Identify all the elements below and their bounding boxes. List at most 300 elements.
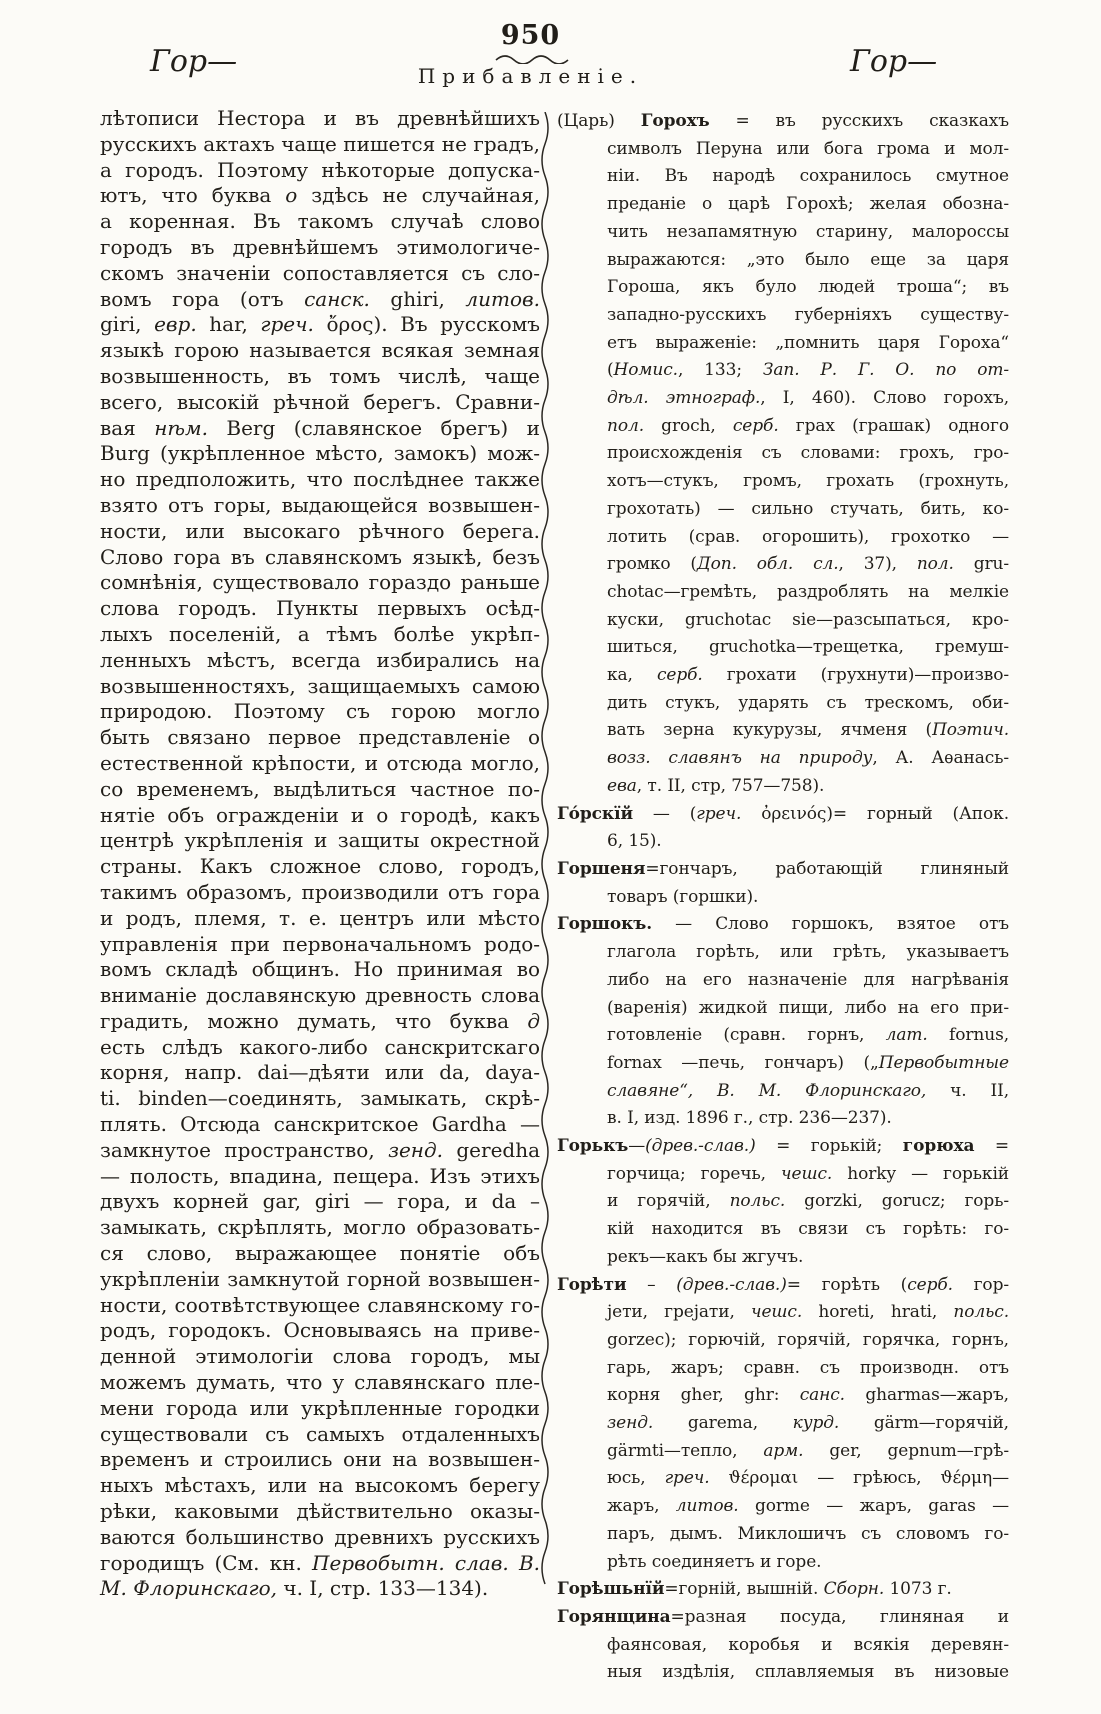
text-segment: ghiri,: [369, 286, 466, 311]
text-line: [607, 1216, 1009, 1244]
text-segment: –: [626, 1274, 677, 1295]
text-line: [607, 357, 1009, 385]
text-line: [607, 413, 1009, 441]
text-segment: горчица; горечь,: [607, 1163, 782, 1184]
text-line: [100, 1267, 540, 1293]
italic-text: Номис.: [613, 360, 678, 381]
text-line: [100, 493, 540, 519]
text-segment: существовали съ самыхъ отдаленныхъ: [100, 1421, 540, 1446]
headword-text: горюха: [902, 1136, 975, 1157]
text-line: [100, 699, 540, 725]
text-line: [607, 247, 1009, 275]
text-segment: городъ въ древнѣйшемъ этимологиче-: [100, 234, 540, 259]
text-segment: замкнутое пространство,: [100, 1137, 389, 1162]
text-line: [100, 570, 540, 596]
italic-text: лат.: [885, 1025, 928, 1046]
text-segment: есть слѣдъ какого-либо санскритскаго: [100, 1034, 540, 1059]
text-line: [100, 854, 540, 880]
text-line: [607, 274, 1009, 302]
text-line: [100, 1447, 540, 1473]
text-line: [100, 1164, 540, 1190]
text-segment: етъ выраженіе: „помнить царя Гороха“: [607, 332, 1009, 353]
text-segment: ваются большинство древнихъ русскихъ: [100, 1524, 540, 1549]
italic-text: (древ.-слав.): [676, 1274, 787, 1295]
text-line: [100, 1422, 540, 1448]
text-segment: готовленіе (сравн. горнъ,: [607, 1025, 886, 1046]
text-line: [607, 690, 1009, 718]
text-line: [100, 828, 540, 854]
text-line: [557, 1272, 1009, 1300]
text-line: [607, 607, 1009, 635]
text-segment: взято отъ горы, выдающейся возвышен-: [100, 492, 540, 517]
text-line: [100, 957, 540, 983]
headword-text: Горѣти: [557, 1274, 627, 1295]
text-line: [607, 1549, 1009, 1577]
text-segment: можемъ думать, что у славянскаго пле-: [100, 1370, 540, 1395]
text-line: [100, 132, 540, 158]
text-line: [607, 440, 1009, 468]
italic-text: арм.: [763, 1440, 804, 1461]
text-segment: языкѣ горою называется всякая земная: [100, 338, 540, 363]
text-segment: 1073 г.: [884, 1579, 952, 1600]
text-segment: юсь,: [607, 1468, 665, 1489]
text-line: [607, 717, 1009, 745]
italic-text: М. Флоринскаго,: [100, 1576, 278, 1601]
text-segment: вомъ складѣ общинъ. Но принимая во: [100, 957, 540, 982]
text-segment: корня gher, ghr:: [607, 1385, 800, 1406]
text-line: [607, 745, 1009, 773]
text-segment: центрѣ укрѣпленія и защиты окрестной: [100, 828, 540, 853]
text-line: [100, 1318, 540, 1344]
dictionary-entry: [557, 911, 1009, 1133]
text-line: [607, 1022, 1009, 1050]
text-segment: западно-русскихъ губерніяхъ существу-: [607, 304, 1009, 325]
italic-text: литов.: [465, 286, 540, 311]
text-segment: и горячій,: [607, 1191, 730, 1212]
text-segment: корня, напр. dai—дѣяти или da, daya-: [100, 1060, 540, 1085]
text-segment: вомъ гора (отъ: [100, 286, 305, 311]
text-segment: происхожденія съ словами: грохъ, гро-: [607, 443, 1009, 464]
text-line: [100, 622, 540, 648]
italic-text: Поэтич.: [932, 720, 1009, 741]
text-line: [100, 1293, 540, 1319]
text-segment: (: [607, 360, 614, 381]
text-segment: =горній, вышній.: [664, 1579, 824, 1600]
text-segment: преданіе о царѣ Горохѣ; желая обозна-: [607, 194, 1009, 215]
left-column: [100, 106, 540, 1602]
text-segment: (варенія) жидкой пищи, либо на его при-: [607, 997, 1009, 1018]
text-line: [100, 1215, 540, 1241]
italic-text: Сборн.: [823, 1579, 885, 1600]
text-line: [607, 191, 1009, 219]
italic-text: греч.: [260, 312, 314, 337]
text-line: [100, 1370, 540, 1396]
text-segment: символъ Перуна или бога грома и мол-: [607, 138, 1009, 159]
text-segment: всего, высокій рѣчной берегъ. Сравни-: [100, 389, 540, 414]
text-segment: куски, gruchotac sie—разсыпаться, кро-: [607, 609, 1009, 630]
text-segment: =разная посуда, глиняная и: [670, 1606, 1009, 1627]
text-segment: gärmti—тепло,: [607, 1440, 764, 1461]
text-segment: Гороша, якъ було людей троша“; въ: [607, 277, 1009, 298]
text-line: [100, 1060, 540, 1086]
text-segment: , 133;: [677, 360, 763, 381]
text-line: [100, 803, 540, 829]
text-line: [557, 1576, 1009, 1604]
text-line: [100, 545, 540, 571]
text-segment: либо на его назначеніе для нагрѣванія: [607, 969, 1009, 990]
text-segment: природою. Поэтому съ горою могло: [100, 699, 540, 724]
text-segment: чить незапамятную старину, малороссы: [607, 221, 1009, 242]
text-segment: ности, соотвѣтствующее славянскому го-: [100, 1292, 540, 1317]
text-segment: рѣки, каковыми дѣйствительно оказы-: [100, 1499, 540, 1524]
running-head-right: Гор—: [850, 44, 938, 79]
italic-text: ева: [607, 775, 637, 796]
text-line: [100, 364, 540, 390]
italic-text: Доп. обл. сл.: [696, 554, 839, 575]
text-segment: естественной крѣпости, и отсюда могло,: [100, 750, 540, 775]
text-line: [100, 416, 540, 442]
text-segment: паръ, дымъ. Миклошичъ съ словомъ го-: [607, 1523, 1009, 1544]
headword-text: Горшокъ.: [557, 914, 653, 935]
text-line: [557, 911, 1009, 939]
text-line: [100, 1344, 540, 1370]
text-segment: , I, 460). Слово горохъ,: [760, 388, 1009, 409]
section-title: Прибавленіе.: [417, 64, 644, 88]
text-line: [100, 1576, 540, 1602]
text-segment: возвышенностяхъ, защищаемыхъ самою: [100, 673, 540, 698]
text-line: [607, 1105, 1009, 1133]
text-line: [100, 1473, 540, 1499]
dictionary-entry: [557, 108, 1009, 801]
text-line: [607, 551, 1009, 579]
text-line: [607, 1465, 1009, 1493]
page-number-underline-squiggle: [494, 54, 570, 64]
dictionary-entry: [557, 1604, 1009, 1687]
text-segment: —: [628, 1136, 646, 1157]
text-line: [607, 136, 1009, 164]
text-line: [557, 1133, 1009, 1161]
italic-text: евр.: [154, 312, 197, 337]
text-line: [100, 441, 540, 467]
text-segment: ніи. Въ народѣ сохранилось смутное: [607, 166, 1009, 187]
text-segment: ности, или высокаго рѣчного берега.: [100, 518, 540, 543]
italic-text: славяне“, В. М. Флоринскаго,: [607, 1080, 927, 1101]
text-line: [607, 496, 1009, 524]
text-line: [607, 1327, 1009, 1355]
text-segment: Berg (славянское брегъ) и: [207, 415, 540, 440]
text-segment: вая: [100, 415, 155, 440]
text-segment: =: [974, 1136, 1010, 1157]
text-line: [607, 1632, 1009, 1660]
text-segment: градить, можно думать, что буква: [100, 1008, 528, 1033]
text-segment: гарь, жаръ; сравн. съ производн. отъ: [607, 1357, 1009, 1378]
text-segment: , т. II, стр, 757—758).: [636, 775, 825, 796]
italic-text: литов.: [675, 1496, 739, 1517]
text-line: [607, 1382, 1009, 1410]
text-line: [607, 773, 1009, 801]
text-line: [607, 1355, 1009, 1383]
text-line: [100, 519, 540, 545]
text-segment: ч. II,: [926, 1080, 1009, 1101]
text-segment: fornax —печь, гончаръ) („: [607, 1052, 879, 1073]
text-line: [100, 1551, 540, 1577]
text-segment: лѣтописи Нестора и въ древнѣйшихъ: [100, 106, 540, 130]
italic-text: нѣм.: [154, 415, 208, 440]
text-segment: мени города или укрѣпленные городки: [100, 1395, 540, 1420]
text-line: [100, 467, 540, 493]
text-line: [607, 524, 1009, 552]
text-line: [557, 801, 1009, 829]
text-segment: но предположить, что послѣднее также: [100, 467, 540, 492]
text-line: [607, 219, 1009, 247]
text-segment: groch,: [644, 415, 733, 436]
text-line: [100, 209, 540, 235]
italic-text: санс.: [799, 1385, 845, 1406]
text-segment: лотить (срав. огорошить), грохотко —: [607, 526, 1009, 547]
dictionary-entry: [557, 1576, 1009, 1604]
text-segment: родъ, городокъ. Основываясь на приве-: [100, 1318, 540, 1343]
text-segment: garema,: [653, 1413, 793, 1434]
text-segment: Burg (укрѣпленное мѣсто, замокъ) мож-: [100, 441, 540, 466]
text-segment: — Слово горшокъ, взятое отъ: [652, 914, 1009, 935]
text-segment: Слово гора въ славянскомъ языкѣ, безъ: [100, 544, 540, 569]
text-segment: гор-: [952, 1274, 1009, 1295]
text-segment: и родъ, племя, т. е. центръ или мѣсто: [100, 905, 540, 930]
text-segment: ϑέρομαι — грѣюсь, ϑέρμη—: [709, 1468, 1009, 1489]
text-segment: , 37),: [838, 554, 917, 575]
text-segment: двухъ корней gar, giri — гора, и da –: [100, 1189, 540, 1214]
text-line: [607, 1410, 1009, 1438]
text-segment: giri,: [100, 312, 155, 337]
text-segment: хотъ—стукъ, громъ, грохать (грохнуть,: [607, 471, 1009, 492]
text-line: [100, 648, 540, 674]
text-segment: фаянсовая, коробья и всякія деревян-: [607, 1634, 1009, 1655]
text-segment: нятіе объ огражденіи и о городѣ, какъ: [100, 802, 540, 827]
page-number: 950: [500, 20, 561, 51]
text-line: [100, 287, 540, 313]
italic-text: чешс.: [750, 1302, 803, 1323]
text-segment: ч. I, стр. 133—134).: [277, 1576, 489, 1601]
text-segment: вать зерна кукурузы, ячменя (: [607, 720, 933, 741]
text-segment: рѣть соединяетъ и горе.: [607, 1551, 822, 1572]
text-segment: выражаются: „это было еще за царя: [607, 249, 1009, 270]
dictionary-entry: [557, 1133, 1009, 1272]
text-segment: ютъ, что буква: [100, 183, 286, 208]
text-segment: в. I, изд. 1896 г., стр. 236—237).: [607, 1108, 892, 1129]
text-line: [100, 751, 540, 777]
italic-text: курд.: [792, 1413, 840, 1434]
text-line: [100, 235, 540, 261]
text-line: [607, 163, 1009, 191]
text-segment: глагола горѣть, или грѣть, указываетъ: [607, 942, 1009, 963]
headword-text: Горѣшьнїй: [557, 1579, 665, 1600]
text-segment: gharmas—жаръ,: [844, 1385, 1009, 1406]
text-segment: ὄρος). Въ русскомъ: [313, 312, 540, 337]
headword-text: Горянщина: [557, 1606, 671, 1627]
text-segment: замыкать, скрѣплять, могло образовать-: [100, 1215, 540, 1240]
text-segment: fornus,: [927, 1025, 1009, 1046]
text-line: [607, 1438, 1009, 1466]
text-segment: жаръ,: [607, 1496, 676, 1517]
italic-text: польс.: [729, 1191, 786, 1212]
text-line: [557, 108, 1009, 136]
text-segment: шиться, gruchotka—трещетка, гремуш-: [607, 637, 1009, 658]
text-line: [100, 1112, 540, 1138]
text-segment: а коренная. Въ такомъ случаѣ слово: [100, 209, 540, 234]
text-line: [100, 1138, 540, 1164]
text-segment: денной этимологіи слова городъ, мы: [100, 1344, 540, 1369]
text-line: [100, 1396, 540, 1422]
italic-text: чешс.: [781, 1163, 833, 1184]
text-line: [607, 1244, 1009, 1272]
text-segment: а городъ. Поэтому нѣкоторые допуска-: [100, 157, 540, 182]
italic-text: польс.: [953, 1302, 1009, 1323]
text-line: [100, 1525, 540, 1551]
text-segment: ger, gepnum—грѣ-: [803, 1440, 1009, 1461]
text-segment: har,: [196, 312, 261, 337]
italic-text: серб.: [732, 415, 779, 436]
text-line: [100, 983, 540, 1009]
text-segment: кій находится въ связи съ горѣть: го-: [607, 1219, 1009, 1240]
dictionary-entry: [557, 1272, 1009, 1577]
text-line: [607, 579, 1009, 607]
dictionary-entry: [557, 856, 1009, 911]
text-segment: городищъ (См. кн.: [100, 1550, 313, 1575]
text-segment: — (: [632, 803, 697, 824]
text-line: [100, 932, 540, 958]
text-line: [607, 884, 1009, 912]
text-segment: ныхъ мѣстахъ, или на высокомъ берегу: [100, 1473, 540, 1498]
text-line: [100, 1086, 540, 1112]
italic-text: греч.: [696, 803, 742, 824]
italic-text: серб.: [656, 665, 703, 686]
text-line: [100, 777, 540, 803]
text-segment: = горѣть (: [786, 1274, 908, 1295]
text-line: [100, 338, 540, 364]
text-segment: временъ и строились они на возвышен-: [100, 1447, 540, 1472]
text-line: [607, 634, 1009, 662]
text-segment: horky — горькій: [832, 1163, 1010, 1184]
text-segment: вниманіе дославянскую древность слова: [100, 983, 540, 1008]
text-segment: такимъ образомъ, производили отъ гора: [100, 879, 540, 904]
headword-text: Го́рскїй: [557, 803, 633, 824]
text-line: [607, 1493, 1009, 1521]
text-segment: chotac—гремѣть, раздроблять на мелкіе: [607, 581, 1009, 602]
text-segment: грах (грашак) одного: [778, 415, 1009, 436]
text-segment: , А. Аѳанась-: [872, 748, 1009, 769]
text-line: [607, 1521, 1009, 1549]
italic-text: Первобытн. слав. В.: [312, 1550, 540, 1575]
text-line: [607, 1299, 1009, 1327]
text-segment: ленныхъ мѣстъ, всегда избирались на: [100, 647, 540, 672]
text-line: [100, 106, 540, 132]
italic-text: зенд.: [607, 1413, 654, 1434]
italic-text: (древ.-слав.): [645, 1136, 756, 1157]
text-segment: русскихъ актахъ чаще пишется не градъ,: [100, 131, 540, 156]
text-segment: лыхъ поселеній, а тѣмъ болѣе укрѣп-: [100, 621, 540, 646]
text-line: [607, 302, 1009, 330]
text-segment: грохотать) — сильно стучать, бить, ко-: [607, 498, 1009, 519]
text-line: [100, 596, 540, 622]
italic-text: возз. славянъ на природу: [607, 748, 873, 769]
italic-text: д: [527, 1008, 540, 1033]
italic-text: зенд.: [388, 1137, 444, 1162]
text-segment: быть связано первое представленіе о: [100, 725, 540, 750]
text-line: [100, 880, 540, 906]
text-line: [607, 939, 1009, 967]
text-segment: товаръ (горшки).: [607, 886, 759, 907]
running-head-left: Гор—: [150, 44, 238, 79]
text-segment: плять. Отсюда санскритское Gardha —: [100, 1112, 540, 1137]
text-segment: дить стукъ, ударять съ трескомъ, оби-: [607, 692, 1009, 713]
text-segment: рекъ—какъ бы жгучъ.: [607, 1246, 804, 1267]
italic-text: Первобытные: [878, 1052, 1009, 1073]
text-line: [607, 385, 1009, 413]
text-segment: = горькій;: [755, 1136, 903, 1157]
text-segment: horeti, hrati,: [802, 1302, 954, 1323]
text-segment: 6, 15).: [607, 831, 662, 852]
text-segment: сомнѣнія, существовало гораздо раньше: [100, 570, 540, 595]
text-segment: јети, грејати,: [607, 1302, 751, 1323]
dictionary-entry: [557, 801, 1009, 856]
text-segment: громко (: [607, 554, 697, 575]
text-segment: = въ русскихъ сказкахъ: [709, 111, 1009, 131]
text-segment: gärm—горячій,: [839, 1413, 1009, 1434]
text-segment: страны. Какъ сложное слово, городъ,: [100, 854, 540, 879]
text-segment: слова городъ. Пункты первыхъ осѣд-: [100, 596, 540, 621]
headword-text: Горшеня: [557, 858, 646, 879]
text-segment: gru-: [953, 554, 1010, 575]
text-line: [100, 261, 540, 287]
text-segment: управленія при первоначальномъ родо-: [100, 931, 540, 956]
italic-text: пол.: [916, 554, 954, 575]
text-segment: geredha: [443, 1137, 541, 1162]
text-segment: ὀρεινός)= горный (Апок.: [741, 803, 1009, 824]
text-segment: здѣсь не случайная,: [297, 183, 540, 208]
text-segment: ся слово, выражающее понятіе объ: [100, 1241, 540, 1266]
text-line: [607, 995, 1009, 1023]
text-line: [100, 312, 540, 338]
text-line: [100, 725, 540, 751]
italic-text: санск.: [304, 286, 370, 311]
text-segment: укрѣпленіи замкнутой горной возвышен-: [100, 1266, 540, 1291]
text-segment: gorzec); горючій, горячій, горячка, горнъ,: [607, 1329, 1009, 1350]
text-line: [100, 674, 540, 700]
text-line: [100, 1241, 540, 1267]
italic-text: пол.: [607, 415, 645, 436]
text-segment: грохати (грухнути)—произво-: [702, 665, 1009, 686]
text-line: [607, 1659, 1009, 1687]
text-line: [607, 330, 1009, 358]
text-segment: gorzki, gorucz; горь-: [785, 1191, 1009, 1212]
text-segment: возвышенность, въ томъ числѣ, чаще: [100, 363, 540, 388]
text-line: [607, 662, 1009, 690]
text-segment: gorme — жаръ, garas —: [738, 1496, 1010, 1517]
text-line: [100, 1189, 540, 1215]
text-line: [100, 906, 540, 932]
text-segment: ка,: [607, 665, 657, 686]
italic-text: Зап. Р. Г. О. по от-: [762, 360, 1009, 381]
text-segment: ныя издѣлія, сплавляемыя въ низовые: [607, 1662, 1009, 1683]
text-segment: ti. binden—соединять, замыкать, скрѣ-: [100, 1086, 540, 1111]
text-line: [607, 1188, 1009, 1216]
italic-text: греч.: [664, 1468, 710, 1489]
italic-text: о: [285, 183, 298, 208]
text-line: [100, 158, 540, 184]
text-line: [100, 1009, 540, 1035]
italic-text: серб.: [907, 1274, 953, 1295]
text-line: [607, 967, 1009, 995]
